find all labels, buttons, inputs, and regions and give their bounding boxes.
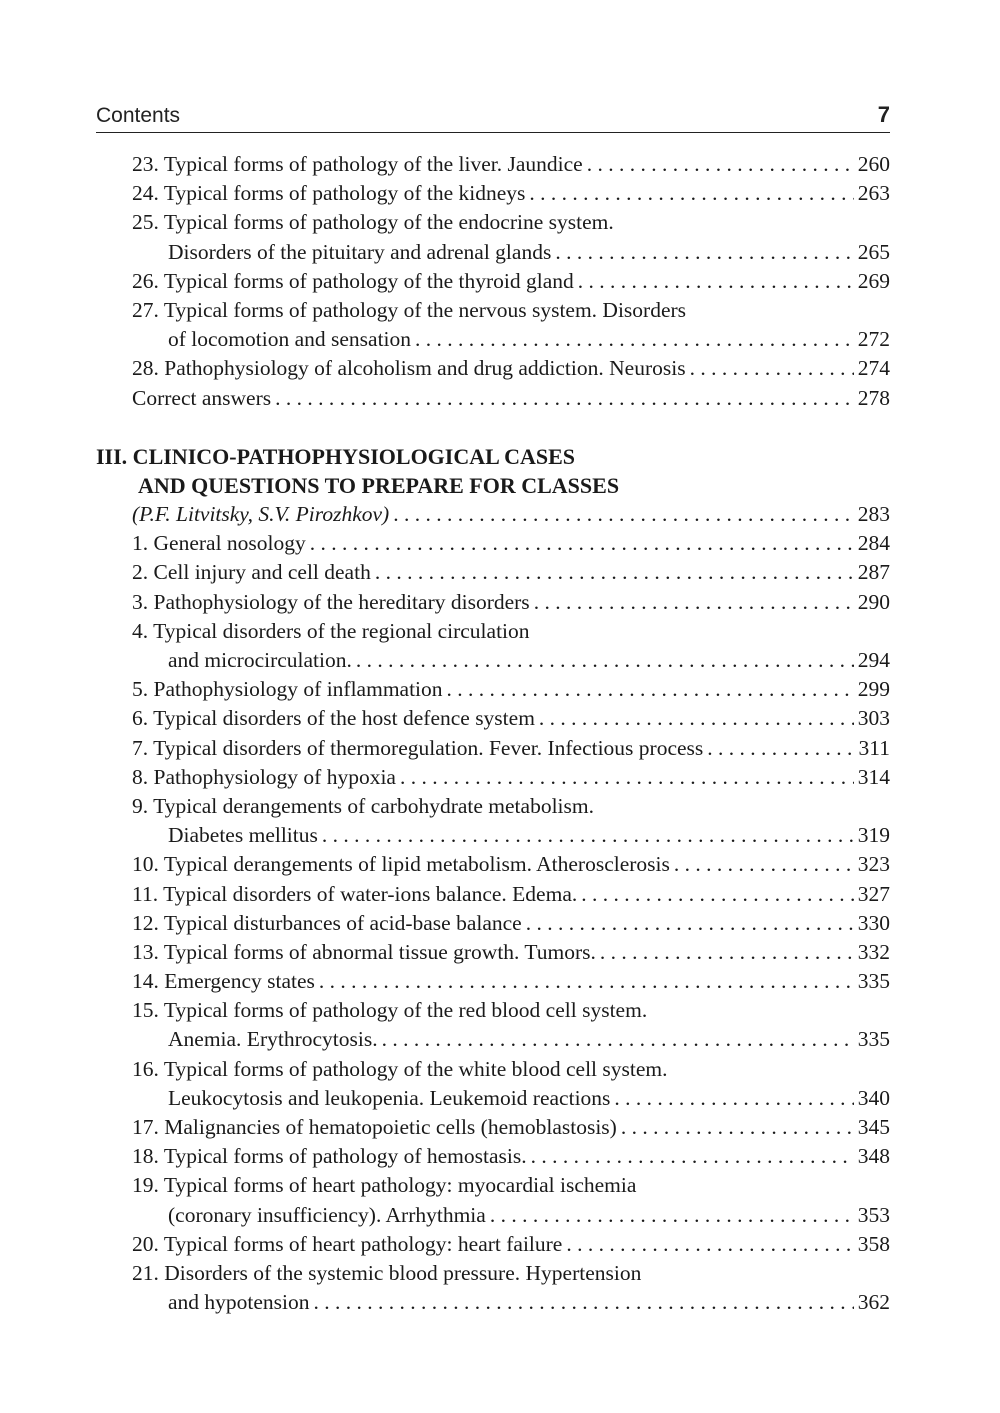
leader-dots [600, 938, 854, 967]
toc-entry-line[interactable] [96, 763, 890, 792]
part3-authors-page: 283 [857, 502, 890, 527]
toc-entry-page: 340 [857, 1085, 890, 1110]
toc-entry-line [96, 1171, 890, 1200]
toc-entry-page: 311 [858, 735, 890, 760]
toc-entry-page: 348 [857, 1144, 890, 1169]
toc-entry-page: 362 [857, 1290, 890, 1315]
part2-entries [96, 150, 890, 413]
toc-entry-line[interactable] [96, 1142, 890, 1171]
leader-dots [534, 588, 854, 617]
leader-dots [400, 763, 854, 792]
toc-entry-text: Correct answers [132, 385, 272, 410]
leader-dots [566, 1230, 853, 1259]
toc-entry-page: 287 [857, 560, 890, 585]
toc-entry-text: (coronary insufficiency). Arrhythmia [168, 1202, 486, 1227]
toc-entry-text: Diabetes mellitus [168, 823, 318, 848]
toc-entry-text: 5. Pathophysiology of inflammation [132, 677, 443, 702]
toc-entry-text: 4. Typical disorders of the regional circulation [132, 618, 530, 643]
toc-entry-line[interactable] [96, 909, 890, 938]
part3-authors-line[interactable] [96, 500, 890, 529]
leader-dots [275, 384, 854, 413]
toc-entry-text: 12. Typical disturbances of acid-base balance [132, 910, 522, 935]
toc-entry-page: 303 [857, 706, 890, 731]
toc-entry-text: 15. Typical forms of pathology of the red blood cell system. [132, 998, 648, 1023]
part3-entries [96, 529, 890, 1317]
toc-entry-line[interactable] [96, 850, 890, 879]
toc-entry-page: 335 [857, 969, 890, 994]
toc-entry-page: 353 [857, 1202, 890, 1227]
toc-entry-line[interactable] [96, 1084, 890, 1113]
toc-entry-text: 8. Pathophysiology of hypoxia [132, 764, 396, 789]
toc-entry-page: 294 [857, 648, 890, 672]
toc-entry-line [96, 617, 890, 646]
leader-dots [415, 325, 854, 354]
leader-dots [531, 1142, 854, 1171]
toc-entry-page: 299 [857, 677, 890, 702]
toc-entry-text: 14. Emergency states [132, 969, 315, 994]
toc-entry-text: Leukocytosis and leukopenia. Leukemoid reactions [168, 1085, 611, 1110]
leader-dots [614, 1084, 853, 1113]
toc-entry-line [96, 792, 890, 821]
leader-dots [690, 354, 854, 383]
toc-entry-line [96, 996, 890, 1025]
toc-entry-page: 260 [857, 152, 890, 176]
toc-entry-line[interactable] [96, 675, 890, 704]
toc-entry-line[interactable] [96, 150, 890, 179]
toc-entry-page: 332 [857, 939, 890, 964]
toc-entry-text: 20. Typical forms of heart pathology: heart failure [132, 1231, 563, 1256]
toc-entry-page: 274 [857, 356, 890, 381]
toc-entry-page: 330 [857, 910, 890, 935]
leader-dots [707, 734, 854, 763]
leader-dots [322, 821, 854, 850]
toc-entry-text: 26. Typical forms of pathology of the thyroid gland [132, 268, 574, 293]
toc-entry-line[interactable] [96, 646, 890, 675]
toc-entry-text: and microcirculation. [168, 648, 352, 672]
toc-entry-line[interactable] [96, 325, 890, 354]
leader-dots [447, 675, 854, 704]
toc-entry-line[interactable] [96, 384, 890, 413]
toc-entry-page: 263 [857, 181, 890, 206]
leader-dots [310, 529, 854, 558]
toc-entry-line[interactable] [96, 238, 890, 267]
leader-dots [375, 558, 854, 587]
leader-dots [529, 179, 853, 208]
toc-entry-page: 358 [857, 1231, 890, 1256]
toc-entry-text: 27. Typical forms of pathology of the nervous system. Disorders [132, 297, 687, 322]
toc-entry-line[interactable] [96, 880, 890, 909]
toc-entry-text: 28. Pathophysiology of alcoholism and drug addiction. Neurosis [132, 356, 686, 381]
leader-dots [555, 238, 853, 267]
part3-authors: (P.F. Litvitsky, S.V. Pirozhkov) [132, 502, 390, 527]
toc-entry-line[interactable] [96, 1113, 890, 1142]
toc-entry-page: 327 [857, 881, 890, 906]
toc-entry-text: 7. Typical disorders of thermoregulation. Fever. Infectious process [132, 735, 704, 760]
toc-entry-line[interactable] [96, 558, 890, 587]
toc-entry-line[interactable] [96, 1025, 890, 1054]
running-header [96, 102, 890, 133]
table-of-contents [96, 150, 890, 1317]
toc-entry-line[interactable] [96, 529, 890, 558]
part3-heading-line2: AND QUESTIONS TO PREPARE FOR CLASSES [138, 472, 620, 498]
toc-entry-line[interactable] [96, 938, 890, 967]
toc-entry-line[interactable] [96, 1230, 890, 1259]
toc-entry-text: and hypotension [168, 1290, 310, 1315]
part3-heading-line1: III. CLINICO-PATHOPHYSIOLOGICAL CASES [96, 443, 576, 469]
toc-entry-line[interactable] [96, 821, 890, 850]
leader-dots [356, 646, 854, 675]
toc-entry-text: 19. Typical forms of heart pathology: myocardial ischemia [132, 1173, 637, 1198]
toc-entry-text: 2. Cell injury and cell death [132, 560, 371, 585]
toc-entry-line [96, 1055, 890, 1084]
toc-entry-text: 10. Typical derangements of lipid metabolism. Atherosclerosis [132, 852, 670, 877]
toc-entry-line [96, 208, 890, 237]
toc-entry-text: 25. Typical forms of pathology of the endocrine system. [132, 210, 614, 235]
toc-entry-page: 269 [857, 268, 890, 293]
leader-dots [581, 880, 854, 909]
page-number: 7 [877, 102, 890, 127]
leader-dots [526, 909, 854, 938]
toc-entry-line[interactable] [96, 267, 890, 296]
toc-entry-page: 272 [857, 327, 890, 352]
toc-entry-text: 3. Pathophysiology of the hereditary disorders [132, 589, 530, 614]
toc-entry-text: 17. Malignancies of hematopoietic cells (hemoblastosis) [132, 1115, 617, 1139]
toc-entry-text: Disorders of the pituitary and adrenal glands [168, 239, 552, 264]
toc-entry-page: 345 [857, 1115, 890, 1139]
leader-dots [539, 704, 854, 733]
toc-entry-line [96, 296, 890, 325]
toc-entry-line[interactable] [96, 588, 890, 617]
toc-entry-page: 265 [857, 239, 890, 264]
toc-entry-text: 13. Typical forms of abnormal tissue growth. Tumors. [132, 939, 596, 964]
toc-entry-text: 6. Typical disorders of the host defence system [132, 706, 535, 731]
toc-entry-page: 278 [857, 385, 890, 410]
toc-entry-line[interactable] [96, 967, 890, 996]
toc-entry-text: 1. General nosology [132, 531, 306, 556]
leader-dots [490, 1201, 854, 1230]
leader-dots [319, 967, 854, 996]
leader-dots [587, 150, 854, 179]
toc-entry-line[interactable] [96, 1288, 890, 1317]
toc-entry-line[interactable] [96, 704, 890, 733]
toc-entry-text: 16. Typical forms of pathology of the white blood cell system. [132, 1056, 668, 1081]
toc-entry-text: of locomotion and sensation [168, 327, 412, 352]
leader-dots [314, 1288, 854, 1317]
leader-dots [578, 267, 854, 296]
toc-entry-line [96, 1259, 890, 1288]
toc-entry-text: 21. Disorders of the systemic blood pressure. Hypertension [132, 1260, 642, 1285]
toc-entry-line[interactable] [96, 354, 890, 383]
leader-dots [382, 1025, 854, 1054]
toc-entry-text: 23. Typical forms of pathology of the liver. Jaundice [132, 152, 583, 176]
toc-entry-text: 18. Typical forms of pathology of hemostasis. [132, 1144, 527, 1169]
toc-entry-page: 323 [857, 852, 890, 877]
toc-entry-page: 314 [857, 764, 890, 789]
toc-entry-text: 11. Typical disorders of water-ions balance. Edema. [132, 881, 578, 906]
toc-entry-line[interactable] [96, 1201, 890, 1230]
leader-dots [621, 1113, 854, 1142]
section-gap [96, 413, 890, 442]
toc-entry-text: 9. Typical derangements of carbohydrate metabolism. [132, 793, 594, 818]
leader-dots [674, 850, 854, 879]
toc-entry-page: 319 [857, 823, 890, 848]
toc-entry-page: 335 [857, 1027, 890, 1052]
toc-entry-page: 284 [857, 531, 890, 556]
toc-entry-line[interactable] [96, 179, 890, 208]
running-header-title: Contents [96, 104, 181, 127]
toc-entry-text: 24. Typical forms of pathology of the kidneys [132, 181, 526, 206]
toc-entry-line[interactable] [96, 734, 890, 763]
toc-entry-page: 290 [857, 589, 890, 614]
leader-dots [393, 500, 854, 529]
toc-entry-text: Anemia. Erythrocytosis. [168, 1027, 378, 1052]
